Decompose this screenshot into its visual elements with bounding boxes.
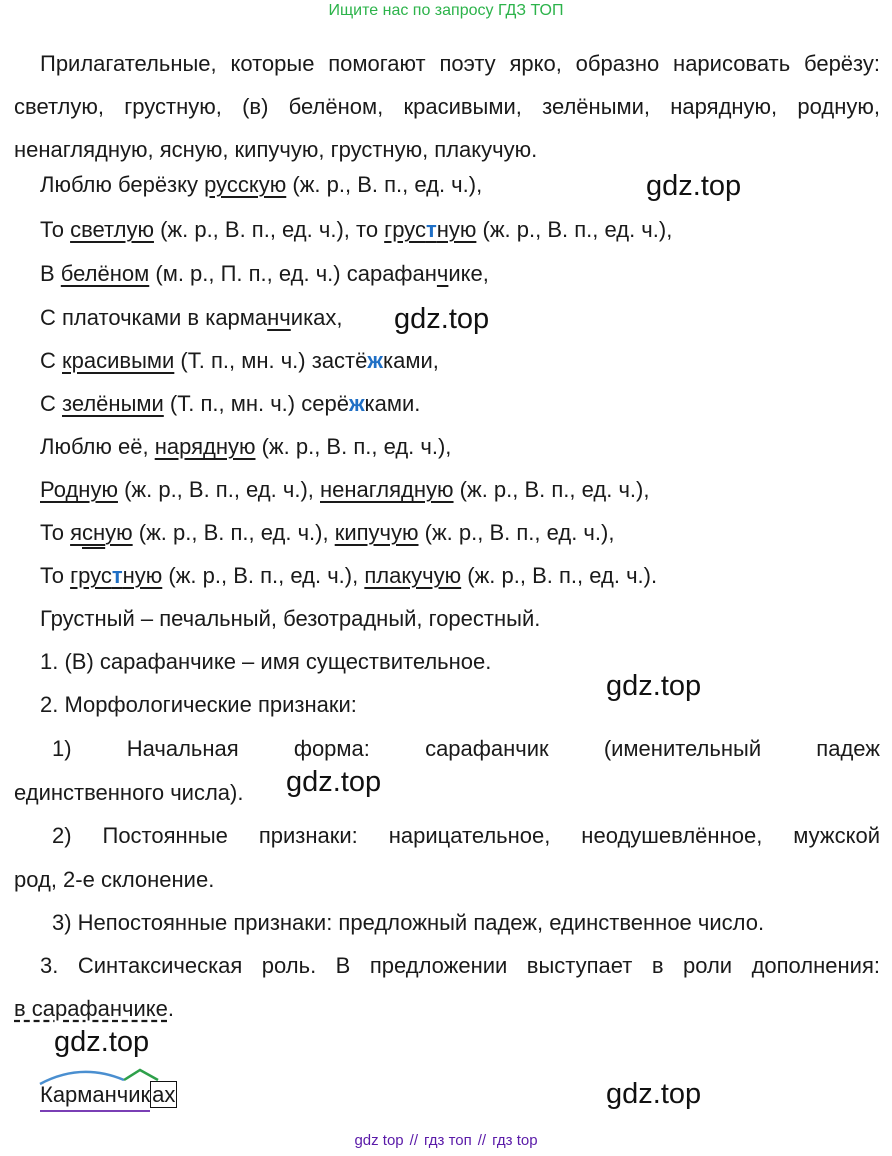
adjective — [70, 520, 133, 545]
poem-text: С — [40, 348, 62, 373]
watermark: gdz.top — [646, 170, 742, 202]
poem-text: (ж. р., В. п., ед. ч.), — [162, 563, 365, 588]
spelling-mark: сн — [82, 520, 106, 545]
adjective: кипучую — [334, 520, 419, 545]
period: . — [167, 996, 174, 1021]
word: Начальная — [126, 736, 239, 761]
word-part: ую — [105, 520, 133, 545]
poem-line-9 — [40, 520, 614, 546]
word-part: грус — [70, 563, 112, 588]
syntax-role-line: 3. Синтаксическая роль. В предложении выступает в роли дополнения: — [40, 953, 880, 978]
highlight-letter: т — [425, 217, 437, 242]
poem-text: (Т. п., мн. ч.) застё — [174, 348, 368, 373]
initial-form-line — [52, 736, 880, 762]
spelling-mark: нч — [267, 305, 291, 330]
poem-line-10 — [40, 563, 657, 589]
poem-text: С — [40, 391, 62, 416]
word: 1) — [52, 736, 72, 761]
morpheme-marks — [36, 1064, 176, 1088]
word-part: я — [70, 520, 82, 545]
adjective: плакучую — [364, 563, 462, 588]
poem-line-1 — [40, 172, 482, 198]
word-part: ную — [436, 217, 477, 242]
word-part: грус — [384, 217, 426, 242]
initial-form-continuation: единственного числа). — [14, 780, 244, 805]
adjective: белёном — [60, 261, 150, 286]
analysis-item-2: 2. Морфологические признаки: — [40, 692, 357, 717]
footer — [0, 1132, 892, 1149]
adjective: ненаглядную — [320, 477, 454, 502]
adjective: красивыми — [62, 348, 175, 373]
poem-line-7 — [40, 434, 451, 460]
highlight-letter: т — [111, 563, 123, 588]
poem-line-8 — [40, 477, 649, 503]
word: (именительный — [603, 736, 762, 761]
poem-text: (ж. р., В. п., ед. ч.), — [418, 520, 615, 545]
highlight-letter: ж — [348, 391, 365, 416]
watermark: gdz.top — [394, 303, 490, 335]
poem-text: (ж. р., В. п., ед. ч.), то — [153, 217, 385, 242]
constant-features-line: 2) Постоянные признаки: нарицательное, неодушевлённое, мужской — [52, 823, 880, 848]
watermark: gdz.top — [54, 1026, 150, 1058]
poem-text: То — [40, 217, 71, 242]
poem-text: (ж. р., В. п., ед. ч.), — [476, 217, 673, 242]
suffix-mark-icon — [124, 1070, 158, 1080]
poem-line-5 — [40, 348, 439, 374]
syntax-example — [14, 996, 174, 1022]
word-part: ную — [122, 563, 163, 588]
footer-separator: // — [477, 1132, 487, 1149]
adjective: русскую — [204, 172, 287, 197]
root-arc-icon — [40, 1072, 124, 1084]
poem-text: Люблю берёзку — [40, 172, 205, 197]
adjective: нарядную — [154, 434, 256, 459]
poem-line-2 — [40, 217, 672, 243]
watermark: gdz.top — [286, 766, 382, 798]
poem-text: С платочками в карма — [40, 305, 268, 330]
poem-text: (ж. р., В. п., ед. ч.), — [255, 434, 452, 459]
object-underline: в сарафанчике — [14, 996, 168, 1021]
adjective: зелёными — [62, 391, 164, 416]
variable-features-line: 3) Непостоянные признаки: предложный падеж, единственное число. — [52, 910, 765, 935]
footer-text: гдз top — [492, 1132, 538, 1149]
poem-text: То — [40, 563, 71, 588]
adjective: Родную — [40, 477, 118, 502]
watermark: gdz.top — [606, 1078, 702, 1110]
poem-text: (м. р., П. п., ед. ч.) сарафан — [149, 261, 437, 286]
poem-text: ками, — [382, 348, 439, 373]
adjective — [70, 563, 162, 588]
poem-text: (ж. р., В. п., ед. ч.), — [453, 477, 650, 502]
poem-text: (ж. р., В. п., ед. ч.), — [132, 520, 335, 545]
poem-text: Люблю её, — [40, 434, 155, 459]
intro-paragraph — [14, 42, 880, 171]
poem-text: В — [40, 261, 61, 286]
poem-line-6 — [40, 391, 420, 417]
poem-text: (ж. р., В. п., ед. ч.). — [461, 563, 658, 588]
poem-text: иках, — [290, 305, 343, 330]
adjective — [384, 217, 476, 242]
word: падеж — [816, 736, 880, 761]
word: форма: — [293, 736, 370, 761]
watermark: gdz.top — [606, 670, 702, 702]
word-ending: ах — [152, 1082, 176, 1107]
intro-text: Прилагательные, которые помогают поэту ярко, образно нарисовать берёзу: светлую, грустную, (в) белёном, красивыми, зелёными, нарядную, родную, ненаглядную, ясную, кипучую, грустную, плакучую. — [14, 51, 880, 162]
poem-line-3 — [40, 261, 489, 287]
poem-text: (ж. р., В. п., ед. ч.), — [117, 477, 320, 502]
word: сарафанчик — [425, 736, 549, 761]
poem-text: (ж. р., В. п., ед. ч.), — [286, 172, 483, 197]
adjective: светлую — [70, 217, 154, 242]
footer-separator: // — [409, 1132, 418, 1149]
footer-text: gdz top — [354, 1132, 404, 1149]
spelling-mark: ч — [436, 261, 449, 286]
poem-text: ике, — [448, 261, 489, 286]
synonyms-line: Грустный – печальный, безотрадный, горестный. — [40, 606, 541, 631]
footer-text: гдз топ — [424, 1132, 472, 1149]
word-stem: Карманчик — [40, 1083, 150, 1112]
poem-line-4 — [40, 305, 343, 331]
poem-text: То — [40, 520, 71, 545]
search-banner[interactable]: Ищите нас по запросу ГДЗ ТОП — [328, 2, 564, 19]
poem-text: ками. — [364, 391, 421, 416]
poem-text: (Т. п., мн. ч.) серё — [163, 391, 349, 416]
highlight-letter: ж — [367, 348, 383, 373]
analysis-item-1: 1. (В) сарафанчике – имя существительное. — [40, 649, 492, 674]
constant-features-continuation: род, 2-е склонение. — [14, 867, 215, 892]
